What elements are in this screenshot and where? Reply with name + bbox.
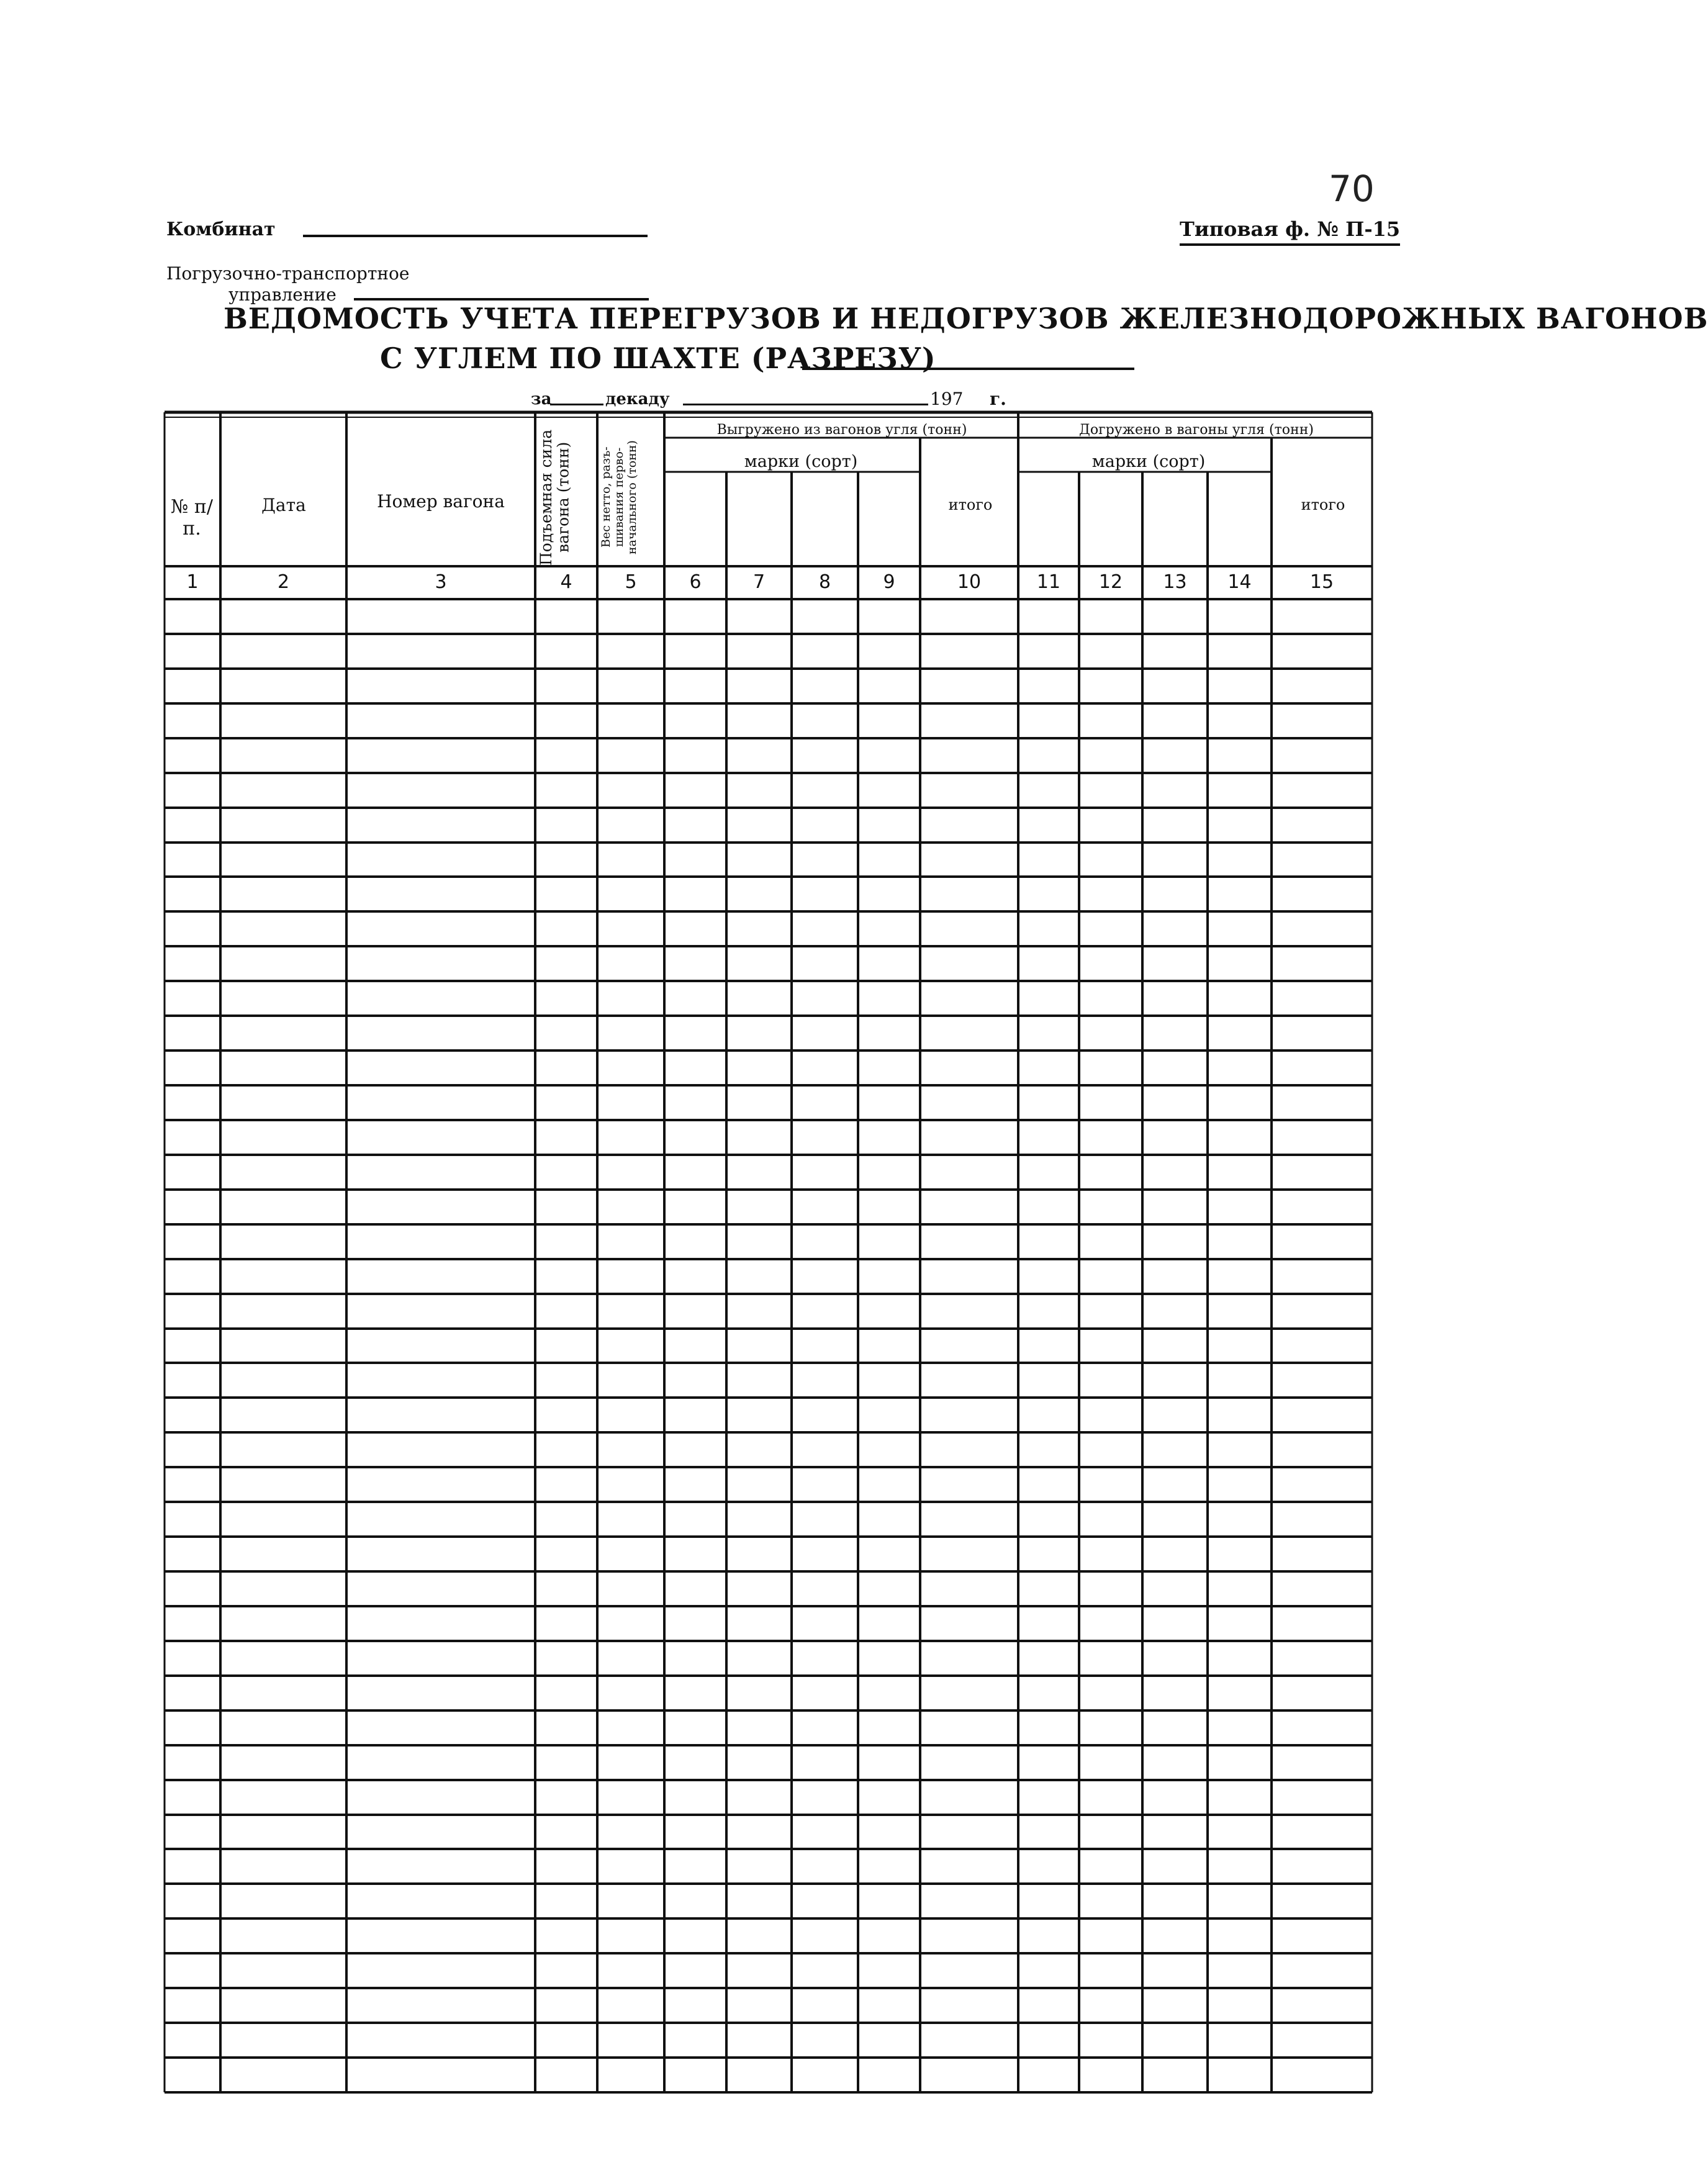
header-col-10: итого [948, 496, 993, 513]
header-col-1 [163, 497, 221, 540]
column-number-11: 11 [1036, 571, 1061, 593]
period-year: 197 [930, 389, 964, 409]
column-number-7: 7 [752, 571, 766, 593]
document-title-line1: ВЕДОМОСТЬ УЧЕТА ПЕРЕГРУЗОВ И НЕДОГРУЗОВ ЖЕЛЕЗНОДОРОЖНЫХ ВАГОНОВ [224, 302, 1708, 335]
header-col-15: итого [1301, 496, 1345, 513]
column-number-10: 10 [957, 571, 982, 593]
header-col-5: Вес нетто, разъшивания первоначального (тонн) [599, 440, 639, 554]
header-col-1-text: № п/п. [170, 496, 214, 540]
column-number-2: 2 [277, 571, 290, 593]
upravlenie-label-line1: Погрузочно-транспортное [166, 263, 410, 284]
column-number-9: 9 [883, 571, 895, 593]
header-col-4: Подъемная сила вагона (тонн) [537, 429, 572, 566]
period-dekadu-label: декаду [605, 390, 670, 409]
period-za-label: за [531, 390, 552, 409]
column-number-3: 3 [435, 571, 447, 593]
column-number-1: 1 [186, 571, 199, 593]
period-g-label: г. [990, 389, 1006, 409]
header-group-loaded: Догружено в вагоны угля (тонн) [1079, 422, 1314, 438]
header-group-unloaded: Выгружено из вагонов угля (тонн) [716, 422, 967, 438]
column-number-6: 6 [689, 571, 702, 593]
header-group-loaded-sub: марки (сорт) [1091, 452, 1206, 471]
document-title-line2: С УГЛЕМ ПО ШАХТЕ (РАЗРЕЗУ) [380, 341, 936, 375]
column-number-12: 12 [1098, 571, 1123, 593]
kombinat-label: Комбинат [166, 219, 276, 240]
column-number-14: 14 [1227, 571, 1252, 593]
header-group-unloaded-sub: марки (сорт) [744, 452, 858, 471]
header-col-3: Номер вагона [377, 491, 505, 512]
column-number-4: 4 [560, 571, 572, 593]
column-number-5: 5 [625, 571, 637, 593]
column-number-15: 15 [1309, 571, 1334, 593]
page-number: 70 [1329, 168, 1375, 210]
form-number: Типовая ф. № П-15 [1180, 217, 1400, 246]
column-number-13: 13 [1163, 571, 1187, 593]
column-number-8: 8 [818, 571, 831, 593]
header-col-2: Дата [261, 495, 306, 515]
upravlenie-label-line2: управление [228, 284, 337, 305]
